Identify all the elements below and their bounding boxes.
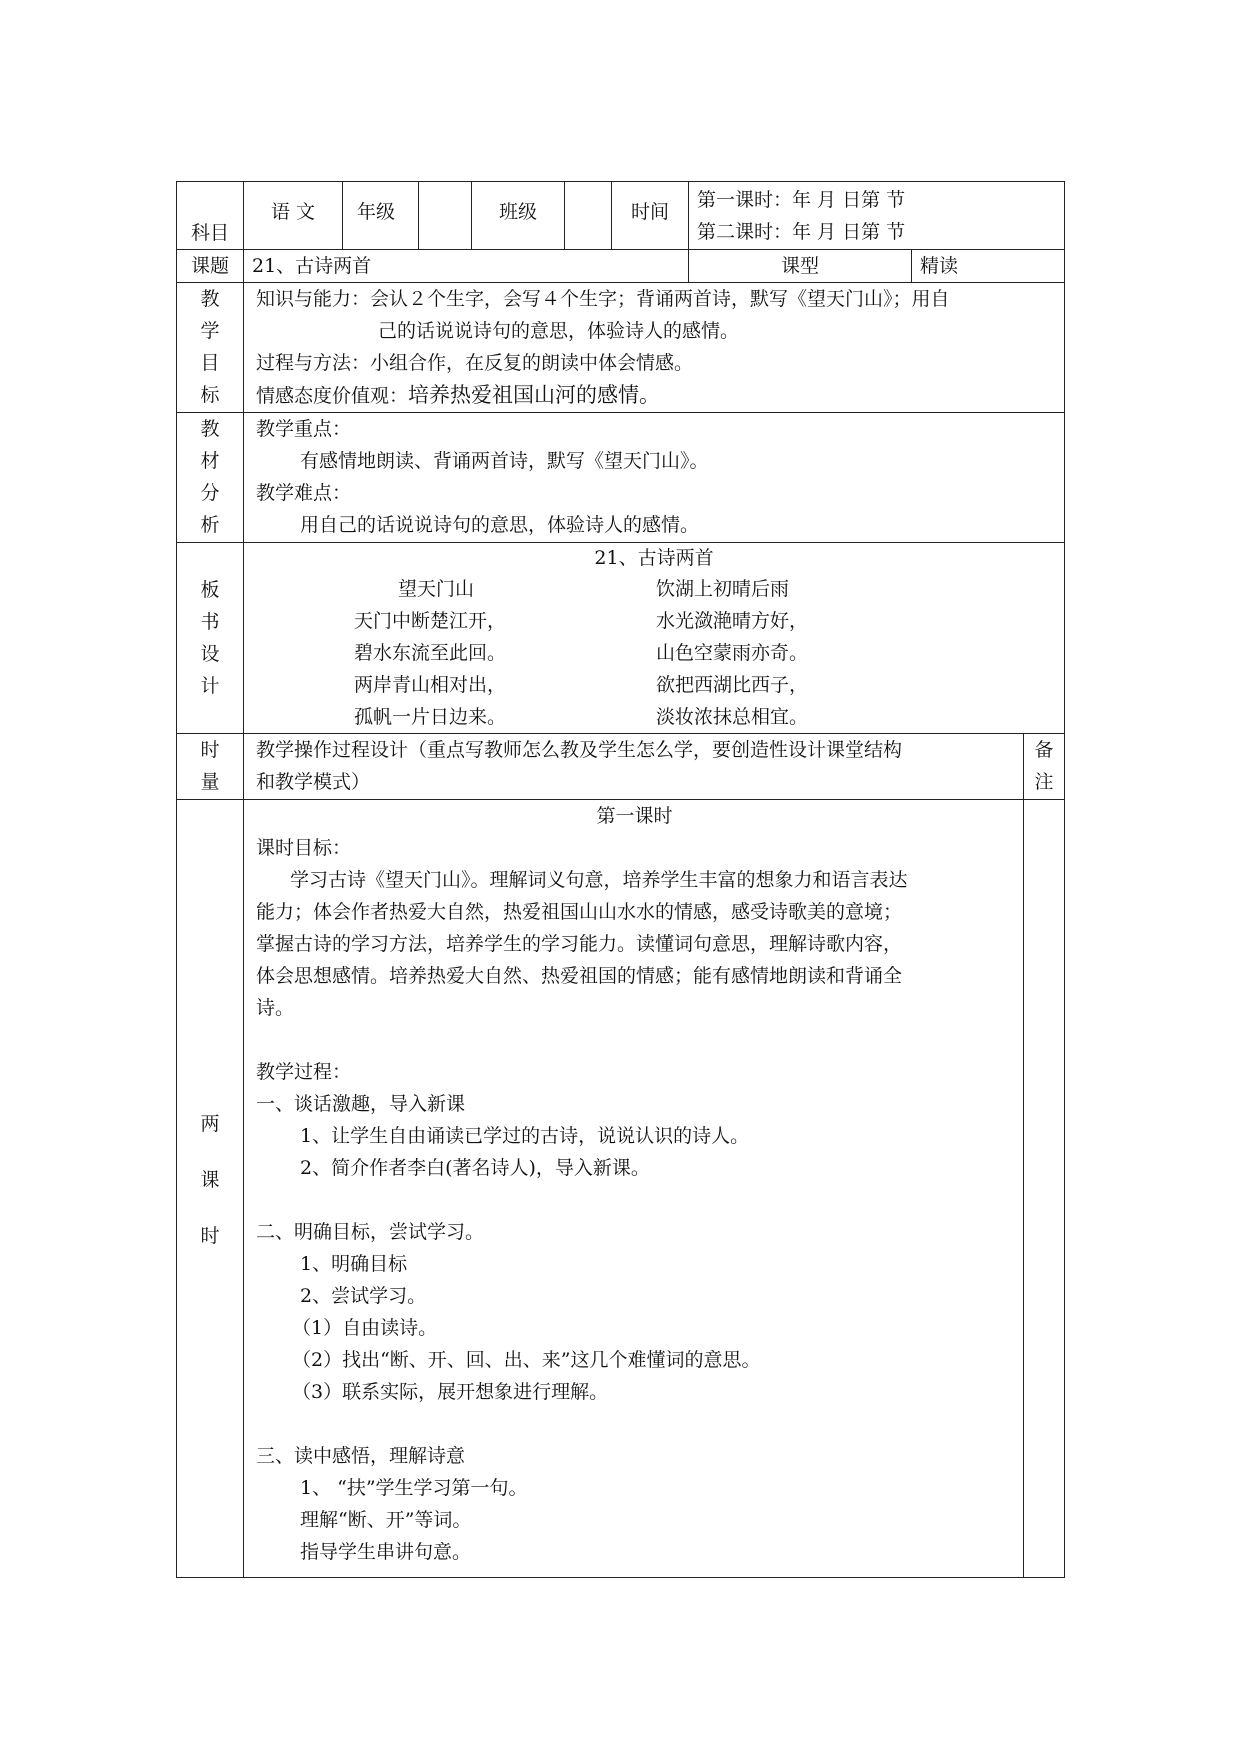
lesson-side-char: 时 — [200, 1225, 220, 1247]
section-3-heading: 三、读中感悟，理解诗意 — [256, 1445, 466, 1467]
lesson-goal-line: 诗。 — [256, 997, 295, 1019]
lesson-goal-line: 学习古诗《望天门山》。理解词义句意，培养学生丰富的想象力和语言表达 — [290, 869, 908, 891]
lesson-plan-page — [176, 181, 1064, 1581]
notes-label-char: 备 — [1034, 739, 1054, 761]
section-2-subitem: （1）自由读诗。 — [292, 1317, 438, 1339]
section-1-item: 2、简介作者李白(著名诗人)，导入新课。 — [300, 1157, 650, 1179]
board-label-char: 板 — [200, 579, 220, 601]
analysis-label — [177, 413, 244, 543]
design-header — [244, 734, 1024, 800]
time-amount-char: 量 — [200, 771, 220, 793]
lesson-title: 第一课时 — [596, 805, 673, 827]
section-2-item: 2、尝试学习。 — [300, 1285, 427, 1307]
type-label: 课型 — [689, 250, 912, 283]
analysis-label-char: 材 — [200, 450, 220, 472]
board-row — [177, 543, 1065, 734]
lesson-goal-line: 掌握古诗的学习方法，培养学生的学习能力。读懂词句意思，理解诗歌内容， — [256, 933, 903, 955]
time-label: 时间 — [612, 182, 689, 250]
time-amount-label — [177, 734, 244, 800]
poem-1-line: 天门中断楚江开， — [354, 610, 507, 632]
board-label — [177, 543, 244, 734]
topic-value: 21、古诗两首 — [244, 250, 689, 283]
section-1-item: 1、让学生自由诵读已学过的古诗，说说认识的诗人。 — [300, 1125, 750, 1147]
goals-label — [177, 283, 244, 413]
board-title: 21、古诗两首 — [594, 547, 714, 569]
poem-2-line: 淡妆浓抹总相宜。 — [656, 706, 809, 728]
analysis-row — [177, 413, 1065, 543]
lesson-side-label — [177, 800, 244, 1578]
lesson-goal-line: 能力；体会作者热爱大自然，热爱祖国山山水水的情感，感受诗歌美的意境； — [256, 901, 903, 923]
class-value[interactable] — [565, 182, 612, 250]
poem-2-line: 水光潋滟晴方好， — [656, 610, 809, 632]
board-label-char: 书 — [200, 611, 220, 633]
lesson-side-char: 两 — [200, 1113, 220, 1135]
poem-1-line: 孤帆一片日边来。 — [354, 706, 507, 728]
poem-2 — [656, 573, 808, 733]
design-header-line-1: 教学操作过程设计（重点写教师怎么教及学生怎么学，要创造性设计课堂结构 — [256, 739, 903, 761]
section-2-subitem: （3）联系实际，展开想象进行理解。 — [292, 1381, 609, 1403]
goals-label-char: 目 — [200, 352, 220, 374]
poem-1-title: 望天门山 — [398, 578, 475, 600]
design-header-line-2: 和教学模式） — [256, 771, 371, 793]
goals-label-char: 学 — [200, 320, 220, 342]
poem-2-line: 山色空蒙雨亦奇。 — [656, 642, 809, 664]
time-line-2: 第二课时：年 月 日第 节 — [697, 221, 906, 243]
lesson-content — [244, 800, 1024, 1578]
section-2-item: 1、明确目标 — [300, 1253, 408, 1275]
section-1-heading: 一、谈话激趣，导入新课 — [256, 1093, 466, 1115]
class-label: 班级 — [472, 182, 565, 250]
goals-content — [244, 283, 1065, 413]
process-label: 教学过程： — [256, 1061, 352, 1083]
time-value — [689, 182, 1065, 250]
goals-label-char: 标 — [200, 384, 220, 406]
section-2-subitem: （2）找出“断、开、回、出、来”这几个难懂词的意思。 — [292, 1349, 761, 1371]
key-points-text: 有感情地朗读、背诵两首诗，默写《望天门山》。 — [300, 450, 709, 472]
goals-line-2: 己的话说说诗句的意思，体验诗人的感情。 — [378, 320, 740, 342]
section-3-line: 指导学生串讲句意。 — [300, 1541, 472, 1563]
poem-2-line: 欲把西湖比西子， — [656, 674, 809, 696]
goals-line-3: 过程与方法：小组合作，在反复的朗读中体会情感。 — [256, 352, 694, 374]
topic-row — [177, 250, 1065, 283]
poem-1 — [354, 573, 506, 733]
poem-1-line: 两岸青山相对出， — [354, 674, 507, 696]
subject-label: 科目 — [177, 182, 244, 250]
time-amount-char: 时 — [200, 739, 220, 761]
analysis-content — [244, 413, 1065, 543]
analysis-label-char: 分 — [200, 482, 220, 504]
goals-line-1: 知识与能力：会认２个生字，会写４个生字；背诵两首诗，默写《望天门山》；用自 — [256, 288, 950, 310]
lesson-goal-label: 课时目标： — [256, 837, 352, 859]
grade-value[interactable] — [419, 182, 472, 250]
header-row — [177, 182, 1065, 250]
goals-line-4 — [256, 379, 1064, 412]
notes-label-char: 注 — [1034, 771, 1054, 793]
goals-line-4-prefix: 情感态度价值观： — [256, 385, 409, 407]
goals-row — [177, 283, 1065, 413]
time-line-1: 第一课时：年 月 日第 节 — [697, 189, 906, 211]
lesson-row — [177, 800, 1065, 1578]
lesson-side-char: 课 — [200, 1169, 220, 1191]
board-label-char: 设 — [200, 643, 220, 665]
lesson-notes-cell[interactable] — [1024, 800, 1065, 1578]
goals-line-4-text: 培养热爱祖国山河的感情。 — [408, 383, 661, 407]
process-header-row — [177, 734, 1065, 800]
board-content — [244, 543, 1065, 734]
goals-label-char: 教 — [200, 288, 220, 310]
analysis-label-char: 析 — [200, 514, 220, 536]
subject-value: 语 文 — [244, 182, 343, 250]
board-label-char: 计 — [200, 675, 220, 697]
type-value: 精读 — [912, 250, 1065, 283]
section-2-heading: 二、明确目标，尝试学习。 — [256, 1221, 485, 1243]
grade-label: 年级 — [343, 182, 419, 250]
lesson-goal-line: 体会思想感情。培养热爱大自然、热爱祖国的情感；能有感情地朗读和背诵全 — [256, 965, 903, 987]
difficulty-text: 用自己的话说说诗句的意思，体验诗人的感情。 — [300, 514, 700, 536]
poem-2-title: 饮湖上初晴后雨 — [656, 578, 790, 600]
poem-1-line: 碧水东流至此回。 — [354, 642, 507, 664]
section-3-line: 理解“断、开”等词。 — [300, 1509, 472, 1531]
lesson-plan-table — [176, 181, 1065, 1578]
difficulty-label: 教学难点： — [256, 482, 352, 504]
section-3-item: 1、 “扶”学生学习第一句。 — [300, 1477, 528, 1499]
topic-label: 课题 — [177, 250, 244, 283]
notes-label — [1024, 734, 1065, 800]
analysis-label-char: 教 — [200, 418, 220, 440]
key-points-label: 教学重点： — [256, 418, 352, 440]
